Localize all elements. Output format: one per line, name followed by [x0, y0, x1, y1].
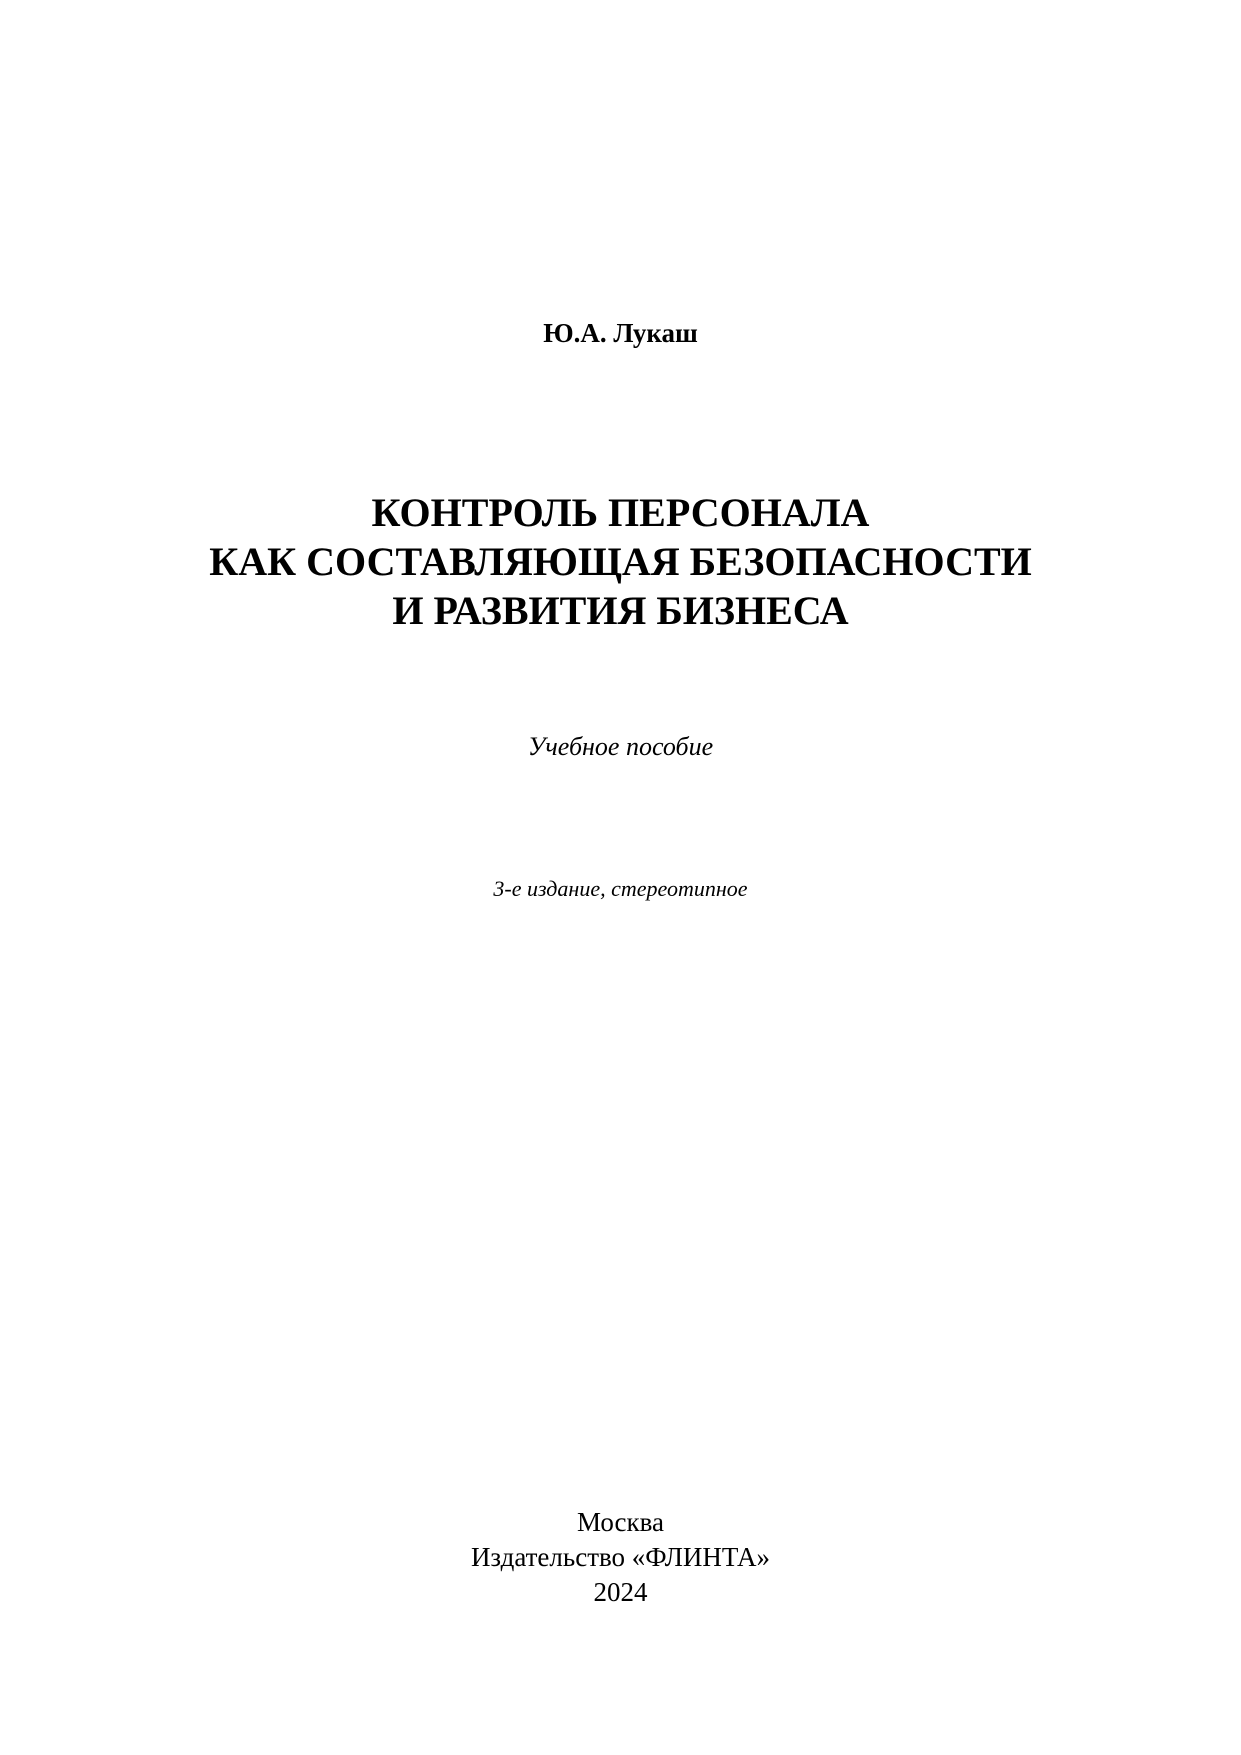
- imprint-publisher: Издательство «ФЛИНТА»: [470, 1542, 771, 1572]
- imprint-city: Москва: [577, 1507, 664, 1537]
- imprint: [0, 1505, 1241, 1610]
- imprint-year: 2024: [593, 1577, 648, 1607]
- book-type: Учебное пособие: [527, 732, 714, 761]
- edition-note: 3-е издание, стереотипное: [493, 876, 748, 901]
- author-name: Ю.А. Лукаш: [543, 318, 698, 348]
- title-line-3: И РАЗВИТИЯ БИЗНЕСА: [392, 588, 849, 633]
- title-line-1: КОНТРОЛЬ ПЕРСОНАЛА: [371, 490, 870, 535]
- book-title: [0, 488, 1241, 635]
- title-line-2: КАК СОСТАВЛЯЮЩАЯ БЕЗОПАСНОСТИ: [209, 539, 1032, 584]
